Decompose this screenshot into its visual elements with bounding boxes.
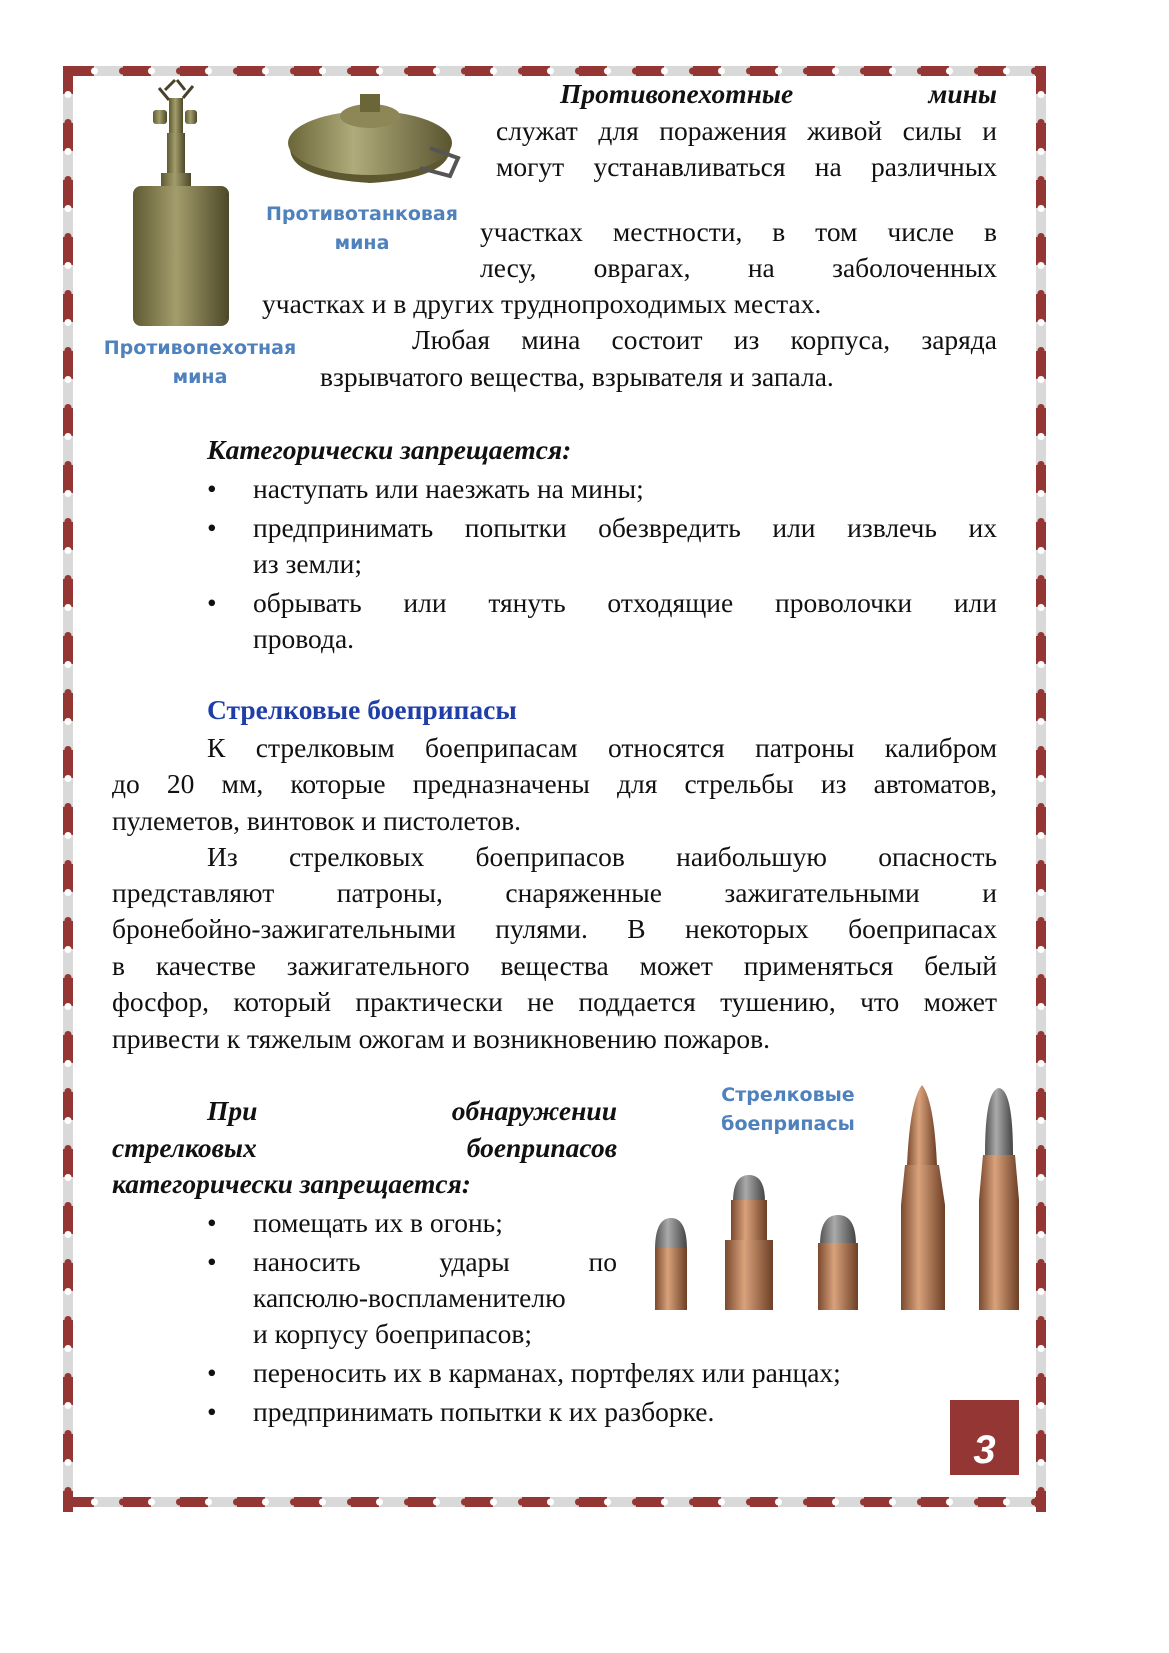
list-item-text: и корпусу боеприпасов;: [253, 1318, 532, 1349]
intro-para2: Любая мина состоит из корпуса, заряда: [412, 324, 997, 355]
list-item-text: капсюлю-воспламенителю: [253, 1282, 566, 1313]
caption-line: Противотанковая: [266, 203, 458, 225]
paragraph-line: в качестве зажигательного вещества может применяться белый: [112, 950, 997, 981]
list-item-text: помещать их в огонь;: [253, 1207, 503, 1238]
bullet: •: [207, 1396, 217, 1427]
paragraph-line: К стрелковым боеприпасам относятся патроны калибром: [207, 732, 997, 763]
paragraph-line: пулеметов, винтовок и пистолетов.: [112, 805, 522, 836]
list-item-text: наступать или наезжать на мины;: [253, 473, 644, 504]
list-item-text: переносить их в карманах, портфелях или ранцах;: [253, 1357, 841, 1388]
bullet: •: [207, 587, 217, 618]
list-item-text: предпринимать попытки обезвредить или извлечь их: [253, 512, 997, 543]
prohibited-heading: Категорически запрещается:: [207, 434, 572, 465]
list-item-text: из земли;: [253, 548, 363, 579]
bullet: •: [207, 512, 217, 543]
antipersonnel-mine-image: [125, 78, 240, 333]
caption-antitank-mine: [262, 200, 462, 258]
paragraph-line: привести к тяжелым ожогам и возникновению пожаров.: [112, 1023, 770, 1054]
paragraph-line: фосфор, который практически не поддается тушению, что может: [112, 986, 997, 1017]
bullet: •: [207, 1357, 217, 1388]
caption-line: Противопехотная: [103, 337, 297, 359]
bullet: •: [207, 1246, 217, 1277]
prohibited2-heading: стрелковых боеприпасов: [112, 1132, 617, 1163]
caption-line: Стрелковые: [721, 1084, 855, 1106]
paragraph-line: до 20 мм, которые предназначены для стрельбы из автоматов,: [112, 768, 997, 799]
caption-line: мина: [334, 232, 390, 254]
paragraph-line: представляют патроны, снаряженные зажигательными и: [112, 877, 997, 908]
paragraph-line: Из стрелковых боеприпасов наибольшую опасность: [207, 841, 997, 872]
caption-antipersonnel-mine: [100, 334, 300, 392]
caption-line: боеприпасы: [721, 1113, 855, 1135]
bullet: •: [207, 1207, 217, 1238]
prohibited2-heading: При обнаружении: [207, 1095, 617, 1126]
intro-line: служат для поражения живой силы и: [496, 115, 997, 146]
paragraph-line: бронебойно-зажигательными пулями. В некоторых боеприпасах: [112, 913, 997, 944]
border-right: [1036, 66, 1046, 1512]
intro-para2: взрывчатого вещества, взрывателя и запала.: [320, 361, 834, 392]
antitank-mine-image: [280, 88, 465, 193]
intro-title: Противопехотные мины: [560, 78, 997, 109]
small-arms-ammunition-image: [645, 1080, 1030, 1320]
intro-line: могут устанавливаться на различных: [496, 151, 997, 182]
page-number-box: [950, 1400, 1019, 1475]
border-top: [66, 66, 1046, 76]
page-number: 3: [973, 1428, 996, 1472]
intro-line: лесу, оврагах, на заболоченных: [480, 252, 997, 283]
list-item-text: предпринимать попытки к их разборке.: [253, 1396, 715, 1427]
border-bottom: [66, 1497, 1046, 1507]
section-heading: Стрелковые боеприпасы: [207, 694, 517, 725]
caption-line: мина: [172, 366, 228, 388]
intro-line: участках и в других труднопроходимых местах.: [262, 288, 822, 319]
bullet: •: [207, 473, 217, 504]
list-item-text: обрывать или тянуть отходящие проволочки или: [253, 587, 997, 618]
list-item-text: провода.: [253, 623, 355, 654]
list-item-text: наносить удары по: [253, 1246, 617, 1277]
prohibited2-heading: категорически запрещается:: [112, 1168, 471, 1199]
border-left: [63, 66, 73, 1512]
intro-line: участках местности, в том числе в: [480, 216, 997, 247]
